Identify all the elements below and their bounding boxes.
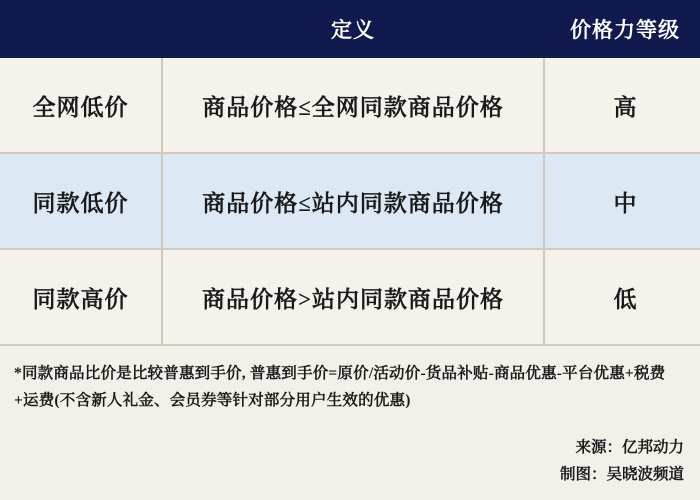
row-name: 同款高价	[0, 249, 162, 345]
header-blank	[0, 0, 162, 58]
table-row	[0, 249, 700, 345]
table-row	[0, 58, 700, 153]
row-level: 低	[544, 249, 700, 345]
table-header	[0, 0, 700, 58]
table-body	[0, 58, 700, 345]
table-row	[0, 153, 700, 249]
row-level: 中	[544, 153, 700, 249]
source-label: 来源：亿邦动力	[575, 438, 684, 456]
credits	[560, 434, 684, 488]
row-level: 高	[544, 58, 700, 153]
row-definition: 商品价格≤全网同款商品价格	[162, 58, 544, 153]
row-definition: 商品价格>站内同款商品价格	[162, 249, 544, 345]
row-name: 同款低价	[0, 153, 162, 249]
footnote: *同款商品比价是比较普惠到手价, 普惠到手价=原价/活动价-货品补贴-商品优惠-平台优惠+税费+运费(不含新人礼金、会员券等针对部分用户生效的优惠)	[14, 365, 666, 410]
header-price-level: 价格力等级	[544, 0, 700, 58]
row-name: 全网低价	[0, 58, 162, 153]
row-definition: 商品价格≤站内同款商品价格	[162, 153, 544, 249]
header-definition: 定义	[162, 0, 544, 58]
chart-by-label: 制图：吴晓波频道	[559, 465, 684, 483]
table-header-row	[0, 0, 700, 58]
